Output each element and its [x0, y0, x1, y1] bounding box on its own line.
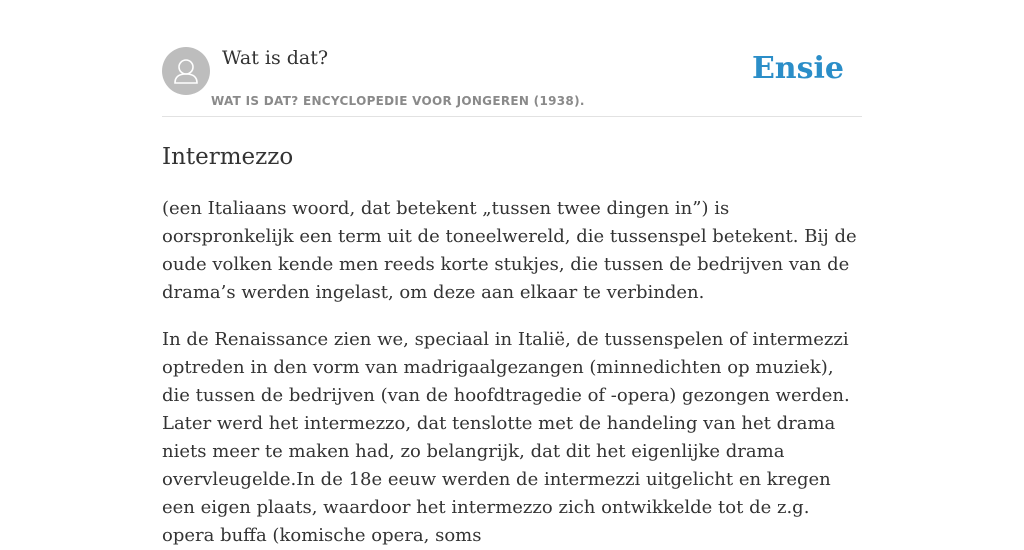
page [162, 0, 862, 550]
article-paragraph: (een Italiaans woord, dat betekent „tussen twee dingen in”) is oorspronkelijk een term uit de toneelwereld, die tussenspel betekent. Bij de oude volken kende men reeds korte stukjes, die tussen de bedrijven van de drama’s werden ingelast, om deze aan elkaar te verbinden. [162, 198, 857, 303]
source-title-link[interactable]: Wat is dat? [222, 47, 329, 69]
article-paragraph: In de Renaissance zien we, speciaal in Italië, de tussenspelen of intermezzi optreden in den vorm van madrigaalgezangen (minnedichten op muziek), die tussen de bedrijven (van de hoofdtragedie of -opera) gezongen werden. Later werd het intermezzo, dat tenslotte met de handeling van het drama niets meer te maken had, zo belangrijk, dat dit het eigenlijke drama overvleugelde.In de 18e eeuw werden de intermezzi uitgelicht en kregen een eigen plaats, waardoor het intermezzo zich ontwikkelde tot de z.g. opera buffa (komische opera, soms [162, 329, 850, 546]
article-title: Intermezzo [162, 144, 294, 170]
source-subtitle: WAT IS DAT? ENCYCLOPEDIE VOOR JONGEREN (1938). [211, 94, 585, 108]
user-silhouette-icon[interactable] [162, 47, 210, 95]
ensie-logo[interactable]: Ensie [751, 51, 844, 86]
source-header [162, 0, 862, 117]
